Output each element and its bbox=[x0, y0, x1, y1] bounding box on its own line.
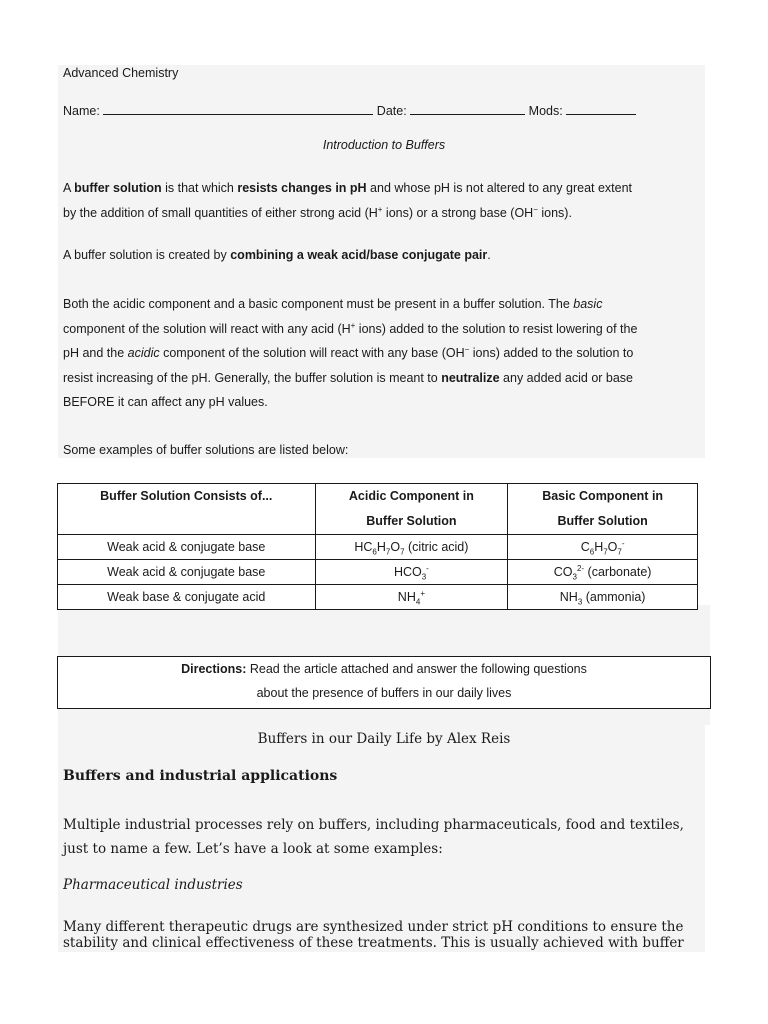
date-field[interactable] bbox=[410, 103, 525, 115]
table-header-buffer: Buffer Solution Consists of... bbox=[58, 484, 316, 535]
table-cell-acid: $HC_6H_7O_7$ (citric acid) bbox=[315, 535, 508, 560]
mods-label: Mods: bbox=[528, 104, 563, 118]
directions-text: Read the article attached and answer the following questions bbox=[246, 662, 587, 676]
page-title: Introduction to Buffers bbox=[322, 138, 446, 152]
article-title: Buffers in our Daily Life by Alex Reis bbox=[257, 731, 511, 747]
name-date-mods-line bbox=[63, 103, 636, 118]
table-row bbox=[58, 585, 698, 610]
course-title: Advanced Chemistry bbox=[63, 66, 179, 80]
table-row bbox=[58, 560, 698, 585]
table-cell-base: $C_6H_7O_7^-$ bbox=[508, 535, 698, 560]
table-header-row bbox=[58, 484, 698, 535]
article-paragraph-2: Many different therapeutic drugs are synthesized under strict pH conditions to ensure the stability and clinical effectiveness of these treatments. This is usually achieved with buffer bbox=[63, 919, 684, 951]
article-subheading: Pharmaceutical industries bbox=[63, 877, 243, 893]
name-field[interactable] bbox=[103, 103, 373, 115]
intro-paragraph-2: A buffer solution is created by combining a weak acid/base conjugate pair. bbox=[63, 248, 491, 262]
table-header-basic: Basic Component in Buffer Solution bbox=[508, 484, 698, 535]
article-heading: Buffers and industrial applications bbox=[63, 768, 338, 784]
table-cell-base: $NH_3$ (ammonia) bbox=[508, 585, 698, 610]
directions-label: Directions: bbox=[181, 662, 247, 676]
table-cell-acid: $NH_4^+$ bbox=[315, 585, 508, 610]
table-cell-type: Weak acid & conjugate base bbox=[58, 535, 316, 560]
directions-text-line2: about the presence of buffers in our daily lives bbox=[256, 686, 512, 700]
table-cell-acid: $HCO_3^-$ bbox=[315, 560, 508, 585]
article-paragraph-1: Multiple industrial processes rely on buffers, including pharmaceuticals, food and textiles, just to name a few. Let’s have a look at some examples: bbox=[63, 817, 684, 857]
directions-box bbox=[57, 656, 711, 709]
name-label: Name: bbox=[63, 104, 100, 118]
intro-paragraph-1: A buffer solution is that which resists changes in pH and whose pH is not altered to any great extent by the addition of small quantities of either strong acid (H+ ions) or a strong base (OH− ions). bbox=[63, 181, 633, 220]
table-row bbox=[58, 535, 698, 560]
table-header-acidic: Acidic Component in Buffer Solution bbox=[315, 484, 508, 535]
table-cell-type: Weak base & conjugate acid bbox=[58, 585, 316, 610]
table-cell-type: Weak acid & conjugate base bbox=[58, 560, 316, 585]
intro-paragraph-3: Both the acidic component and a basic component must be present in a buffer solution. The basic component of the solution will react with any acid (H+ ions) added to the solution to resist lowering of the pH and the acidic component of the solution will react with any base (OH− ions) added to the solution to resist increasing of the pH. Generally, the buffer solution is meant to neutralize any added acid or base BEFORE it can affect any pH values. bbox=[63, 297, 638, 409]
mods-field[interactable] bbox=[566, 103, 636, 115]
date-label: Date: bbox=[376, 104, 407, 118]
buffer-examples-table bbox=[57, 483, 698, 610]
intro-paragraph-4: Some examples of buffer solutions are listed below: bbox=[63, 443, 349, 457]
table-cell-base: $CO_3^{2-}$ (carbonate) bbox=[508, 560, 698, 585]
